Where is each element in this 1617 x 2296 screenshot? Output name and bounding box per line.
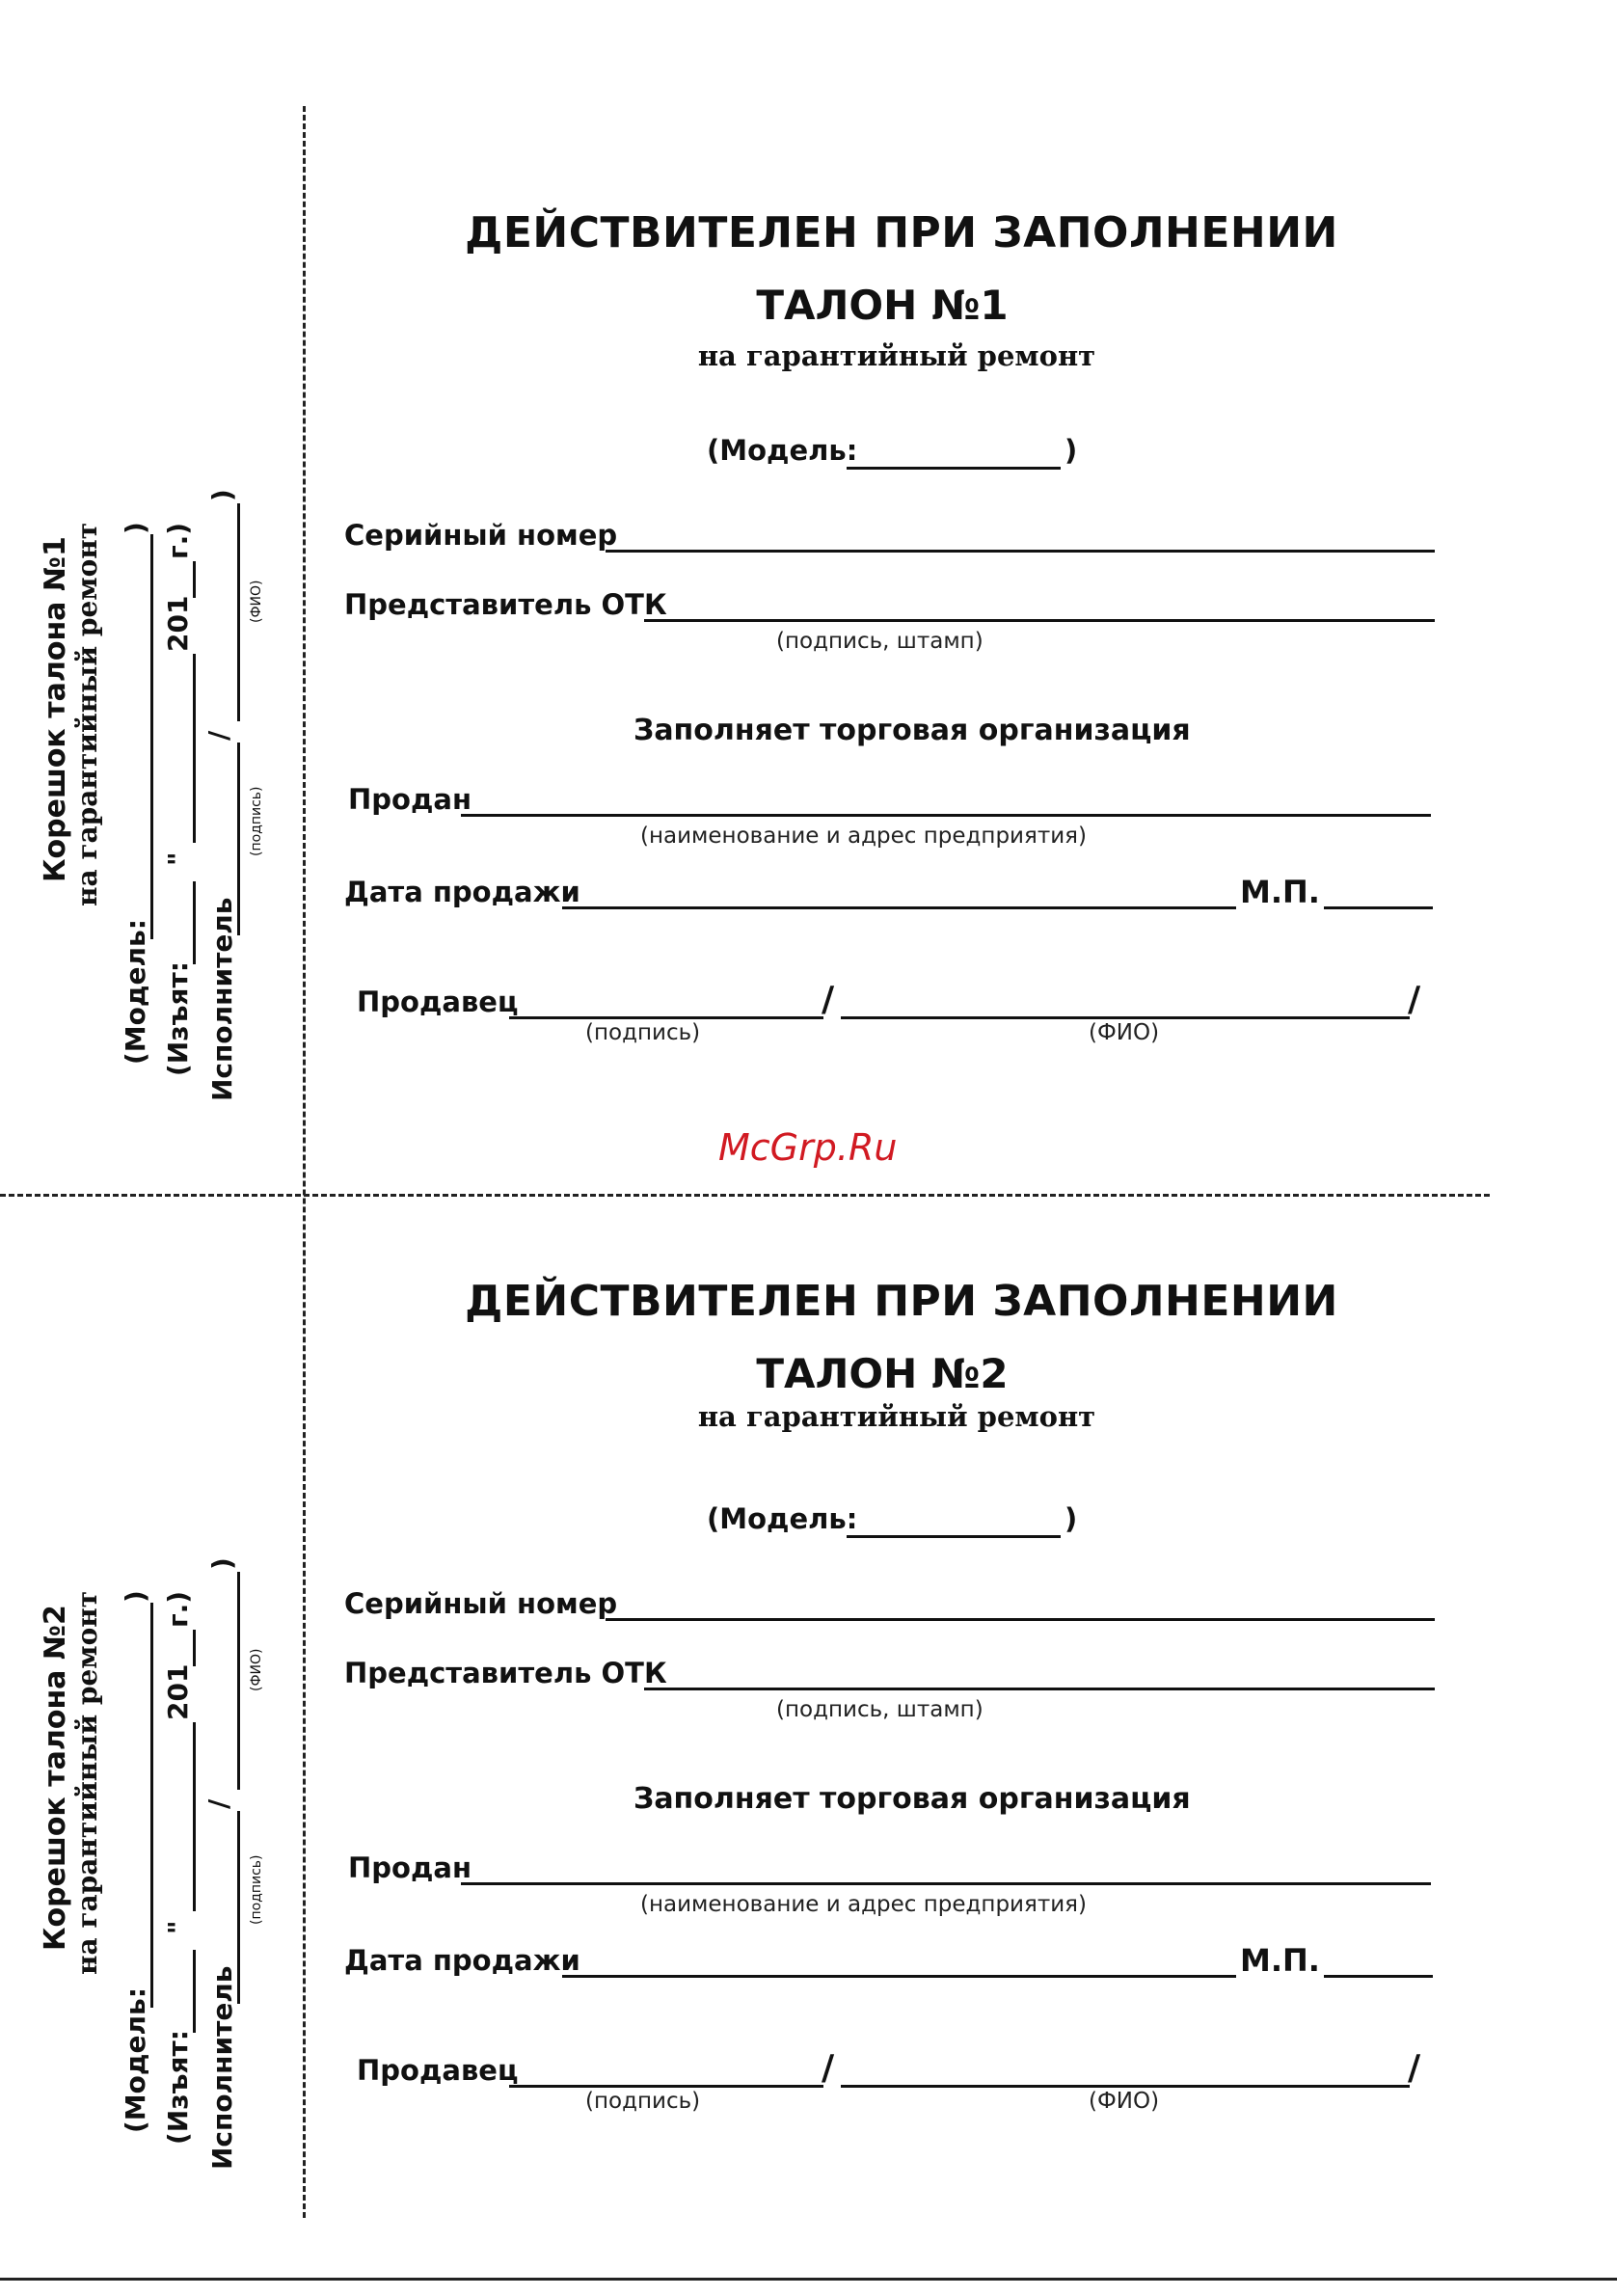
- valid-note: ДЕЙСТВИТЕЛЕН ПРИ ЗАПОЛНЕНИИ: [465, 1277, 1338, 1326]
- otk-caption: (подпись, штамп): [776, 629, 984, 654]
- seller-name-field[interactable]: [841, 2085, 1410, 2088]
- stub-executor-sign-field[interactable]: [237, 1811, 240, 2004]
- seller-sign-caption: (подпись): [585, 1020, 701, 1045]
- coupon-2: [0, 1184, 1617, 2253]
- serial-label: Серийный номер: [344, 519, 618, 552]
- otk-field[interactable]: [644, 1688, 1435, 1690]
- valid-note: ДЕЙСТВИТЕЛЕН ПРИ ЗАПОЛНЕНИИ: [465, 208, 1338, 257]
- stub-rotated-block: [17, 1281, 268, 2170]
- stub-close: ): [206, 489, 238, 501]
- stub-year: 201: [162, 595, 194, 652]
- stub-executor-name-field[interactable]: [237, 503, 240, 721]
- stub-model-field[interactable]: [150, 534, 153, 939]
- model-label: (Модель:: [707, 434, 858, 467]
- stub-name-caption: (ФИО): [249, 580, 264, 623]
- stub-1: [8, 222, 278, 1101]
- stub-executor-label: Исполнитель: [206, 1965, 238, 2170]
- coupon-subtitle: на гарантийный ремонт: [697, 1400, 1096, 1433]
- stub-executor-name-field[interactable]: [237, 1572, 240, 1790]
- seller-label: Продавец: [357, 986, 519, 1018]
- stub-quote: ": [162, 1920, 194, 1934]
- serial-field[interactable]: [606, 1618, 1435, 1621]
- coupon-1: [0, 116, 1617, 1184]
- stamp-label: М.П.: [1236, 1942, 1324, 1979]
- seller-sign-caption: (подпись): [585, 2089, 701, 2114]
- model-field[interactable]: [847, 1535, 1061, 1538]
- stub-quote: ": [162, 851, 194, 866]
- seller-name-caption: (ФИО): [1089, 1020, 1160, 1045]
- watermark: McGrp.Ru: [718, 1126, 898, 1169]
- seller-name-caption: (ФИО): [1089, 2089, 1160, 2114]
- stub-year-suffix: г.): [162, 522, 194, 559]
- model-close: ): [1065, 1502, 1078, 1535]
- sale-date-label: Дата продажи: [344, 876, 580, 908]
- slash: /: [822, 980, 835, 1019]
- otk-field[interactable]: [644, 619, 1435, 622]
- stub-executor-sign-field[interactable]: [237, 743, 240, 935]
- sold-caption: (наименование и адрес предприятия): [640, 824, 1087, 849]
- otk-caption: (подпись, штамп): [776, 1697, 984, 1722]
- stub-model-field[interactable]: [150, 1603, 153, 2008]
- stub-year-field[interactable]: [193, 561, 196, 598]
- serial-field[interactable]: [606, 550, 1435, 553]
- stub-slash: /: [202, 1798, 234, 1809]
- slash: /: [822, 2048, 835, 2088]
- coupon-title: ТАЛОН №1: [756, 282, 1009, 329]
- stub-model-close: ): [120, 522, 151, 534]
- stub-day-field[interactable]: [193, 881, 196, 964]
- seller-label: Продавец: [357, 2054, 519, 2087]
- seller-sign-field[interactable]: [509, 2085, 823, 2088]
- serial-label: Серийный номер: [344, 1587, 618, 1620]
- otk-label: Представитель ОТК: [344, 1657, 667, 1689]
- trade-heading: Заполняет торговая организация: [633, 714, 1191, 747]
- stub-day-field[interactable]: [193, 1950, 196, 2033]
- stub-rotated-block: [17, 212, 268, 1101]
- stub-month-field[interactable]: [193, 1722, 196, 1911]
- model-field[interactable]: [847, 467, 1061, 470]
- stub-sign-caption: (подпись): [249, 1854, 264, 1925]
- model-close: ): [1065, 434, 1078, 467]
- trade-heading: Заполняет торговая организация: [633, 1782, 1191, 1816]
- sold-caption: (наименование и адрес предприятия): [640, 1892, 1087, 1917]
- stub-month-field[interactable]: [193, 654, 196, 843]
- slash: /: [1408, 2048, 1421, 2088]
- sold-field[interactable]: [461, 1882, 1431, 1885]
- coupon-title: ТАЛОН №2: [756, 1350, 1009, 1397]
- bottom-rule: [0, 2278, 1617, 2281]
- stub-close: ): [206, 1557, 238, 1570]
- stub-year: 201: [162, 1663, 194, 1720]
- coupon-subtitle: на гарантийный ремонт: [697, 339, 1096, 372]
- stub-model-label: (Модель:: [120, 919, 151, 1065]
- stub-sign-caption: (подпись): [249, 786, 264, 856]
- stub-2: [8, 1290, 278, 2170]
- stamp-label: М.П.: [1236, 874, 1324, 910]
- stub-executor-label: Исполнитель: [206, 897, 238, 1101]
- stub-title: Корешок талона №1: [39, 536, 72, 882]
- stub-name-caption: (ФИО): [249, 1648, 264, 1691]
- stub-taken-label: (Изъят:: [162, 2030, 194, 2145]
- model-label: (Модель:: [707, 1502, 858, 1535]
- stub-subtitle: на гарантийный ремонт: [71, 522, 103, 906]
- stub-model-close: ): [120, 1590, 151, 1603]
- stub-model-label: (Модель:: [120, 1987, 151, 2133]
- sold-label: Продан: [348, 783, 472, 816]
- slash: /: [1408, 980, 1421, 1019]
- sold-label: Продан: [348, 1851, 472, 1884]
- stub-taken-label: (Изъят:: [162, 961, 194, 1076]
- stub-year-suffix: г.): [162, 1590, 194, 1628]
- stub-title: Корешок талона №2: [39, 1605, 72, 1951]
- sold-field[interactable]: [461, 814, 1431, 817]
- stub-slash: /: [202, 730, 234, 741]
- seller-name-field[interactable]: [841, 1016, 1410, 1019]
- sale-date-label: Дата продажи: [344, 1944, 580, 1977]
- seller-sign-field[interactable]: [509, 1016, 823, 1019]
- stub-year-field[interactable]: [193, 1630, 196, 1666]
- otk-label: Представитель ОТК: [344, 588, 667, 621]
- stub-subtitle: на гарантийный ремонт: [71, 1590, 103, 1975]
